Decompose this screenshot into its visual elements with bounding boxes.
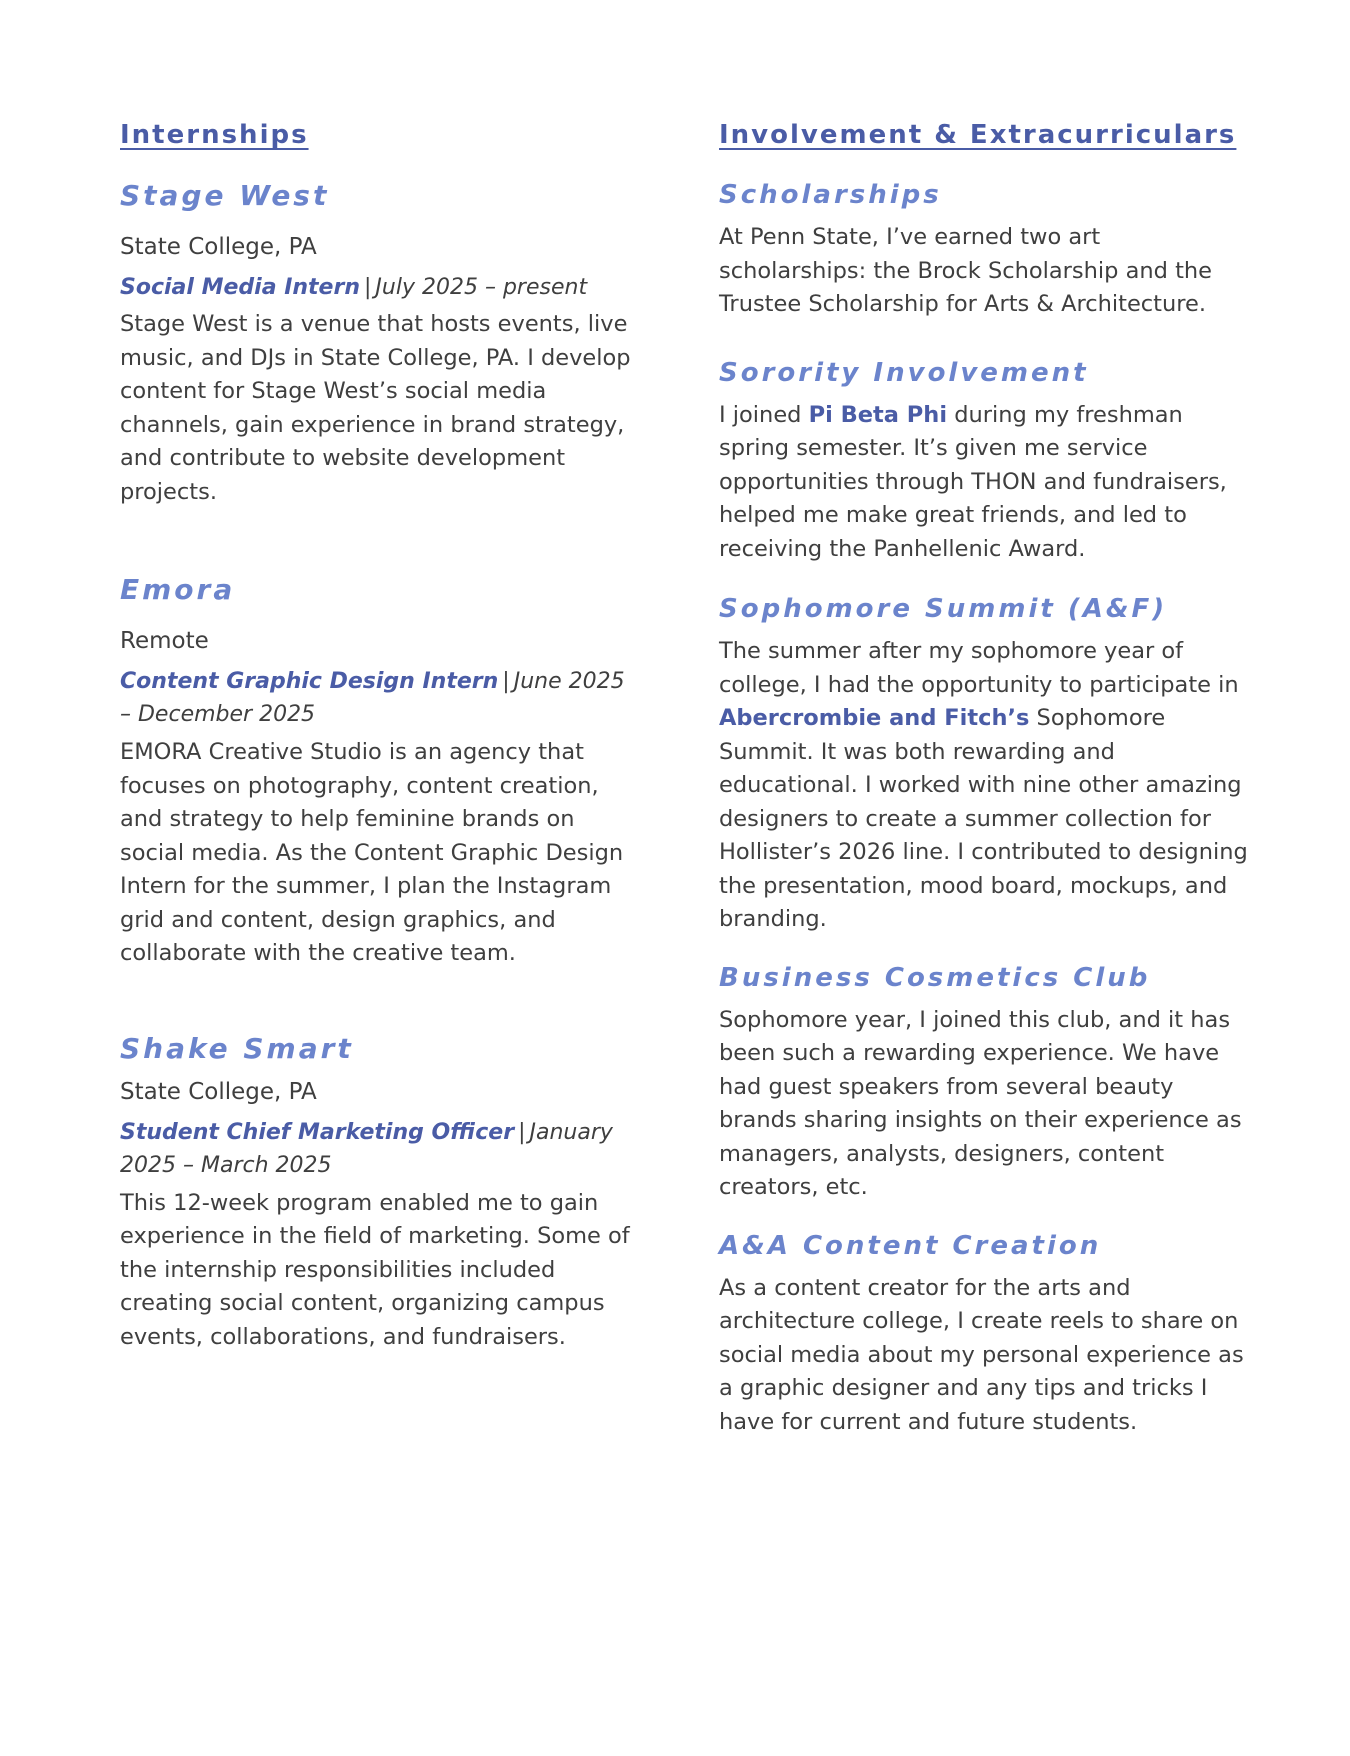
separator: | [502, 669, 510, 694]
description: EMORA Creative Studio is an agency that focuses on photography, content creation, and strategy to help feminine brands on social media. As the Content Graphic Design Intern for the summer, I plan the Instagram grid and content, design graphics, and collaborate with the creative team. [120, 739, 624, 966]
separator: | [518, 1119, 526, 1145]
section-sophomore-summit [719, 592, 1249, 937]
text-after: during my freshman spring semester. It’s given me service opportunities through THON and fundraisers, helped me make great friends, and led to receiving the Panhellenic Award. [719, 401, 1227, 562]
dates: June 2025 – December 2025 [120, 669, 625, 727]
role: Content Graphic Design Intern [120, 669, 499, 694]
role: Social Media Intern [120, 275, 360, 300]
dates: July 2025 – present [375, 275, 588, 300]
text-before: I joined [719, 401, 809, 428]
org-title: Emora [120, 573, 236, 606]
highlight-pi-beta-phi: Pi Beta Phi [808, 401, 948, 428]
description: Stage West is a venue that hosts events, live music, and DJs in State College, PA. I develop content for Stage West’s social media channels, gain experience in brand strategy, and contribute to website development projects. [120, 311, 631, 505]
internships-heading: Internships [120, 120, 309, 150]
section-title: A&A Content Creation [719, 1230, 1102, 1261]
entry-stage-west [120, 178, 640, 509]
location: State College, PA [120, 1078, 317, 1105]
section-business-cosmetics [719, 961, 1249, 1205]
involvement-column [719, 118, 1249, 1439]
highlight-abercrombie: Abercrombie and Fitch’s [719, 705, 1030, 731]
role-line [120, 665, 640, 731]
text-before: The summer after my sophomore year of college, I had the opportunity to participate in [719, 638, 1239, 698]
location: State College, PA [120, 234, 317, 260]
org-title: Stage West [120, 179, 330, 212]
section-title: Sophomore Summit (A&F) [719, 594, 1168, 624]
text-after: Sophomore Summit. It was both rewarding and educational. I worked with nine other amazing designers to create a summer collection for Hollister’s 2026 line. I contributed to designing the presentation, mood board, mockups, and branding. [719, 705, 1248, 932]
section-text: Sophomore year, I joined this club, and it has been such a rewarding experience. We have had guest speakers from several beauty brands sharing insights on their experience as managers, analysts, designers, content creators, etc. [719, 1006, 1242, 1200]
dates: January 2025 – March 2025 [120, 1119, 613, 1178]
section-sorority [719, 356, 1249, 567]
location: Remote [120, 628, 209, 654]
section-title: Scholarships [719, 180, 942, 210]
role-line [120, 271, 640, 304]
section-scholarships [719, 178, 1249, 322]
section-text: At Penn State, I’ve earned two art scholarships: the Brock Scholarship and the Trustee Scholarship for Arts & Architecture. [719, 224, 1213, 317]
role-line [120, 1116, 640, 1182]
section-text: As a content creator for the arts and architecture college, I create reels to share on social media about my personal experience as a graphic designer and any tips and tricks I have for current and future students. [719, 1274, 1244, 1435]
involvement-heading: Involvement & Extracurriculars [719, 120, 1237, 150]
entry-shake-smart [120, 1031, 640, 1355]
role: Student Chief Marketing Officer [120, 1119, 515, 1145]
org-title: Shake Smart [120, 1031, 354, 1065]
section-aa-content [719, 1229, 1249, 1440]
section-text [719, 399, 1249, 567]
section-text [719, 635, 1249, 937]
separator: | [364, 275, 372, 300]
internships-column [120, 118, 640, 1354]
entry-emora [120, 572, 640, 971]
section-title: Sorority Involvement [719, 357, 1089, 388]
description: This 12-week program enabled me to gain experience in the field of marketing. Some of the internship responsibilities included creating social content, organizing campus events, collaborations, and fundraisers. [120, 1189, 630, 1350]
section-title: Business Cosmetics Club [719, 962, 1151, 993]
